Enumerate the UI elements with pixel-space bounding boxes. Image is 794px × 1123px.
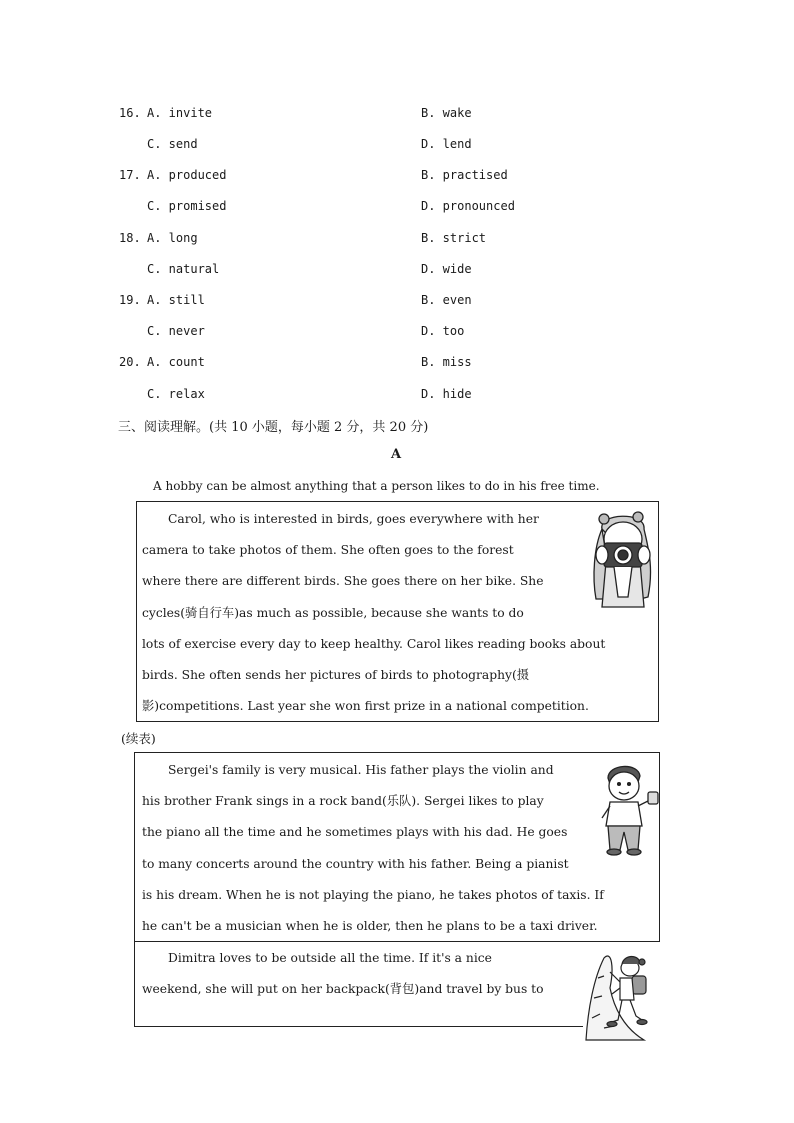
passage-letter: A <box>391 447 402 462</box>
option-a: A. count <box>147 355 205 369</box>
option-c: C. send <box>147 137 198 151</box>
text-line: birds. She often sends her pictures of birds to photography(摄 <box>142 667 530 682</box>
question-number: 19. <box>119 293 141 307</box>
option-d: D. hide <box>421 387 472 401</box>
text-line: weekend, she will put on her backpack(背包)and travel by bus to <box>142 982 544 997</box>
option-b: B. miss <box>421 355 472 369</box>
question-number: 18. <box>119 231 141 245</box>
sergei-paragraph <box>142 755 604 942</box>
dimitra-box-bottom-border <box>134 1026 583 1027</box>
text-line: is his dream. When he is not playing the piano, he takes photos of taxis. If <box>142 887 604 902</box>
option-b: B. practised <box>421 168 508 182</box>
option-a: A. long <box>147 231 198 245</box>
option-d: D. lend <box>421 137 472 151</box>
option-c: C. never <box>147 324 205 338</box>
section-title: 三、阅读理解。(共 10 小题，每小题 2 分，共 20 分) <box>118 420 429 435</box>
option-c: C. relax <box>147 387 205 401</box>
question-number: 20. <box>119 355 141 369</box>
text-line: he can't be a musician when he is older, then he plans to be a taxi driver. <box>142 918 598 933</box>
text-line: the piano all the time and he sometimes plays with his dad. He goes <box>142 825 568 840</box>
dimitra-box-top-border <box>134 941 660 942</box>
text-line: camera to take photos of them. She often goes to the forest <box>142 543 514 558</box>
text-line: Dimitra loves to be outside all the time. If it's a nice <box>168 951 492 965</box>
text-line: cycles(骑自行车)as much as possible, because she wants to do <box>142 605 524 620</box>
continued-label: (续表) <box>121 731 156 746</box>
option-d: D. too <box>421 324 465 338</box>
boy-with-toy-illustration <box>598 762 660 856</box>
option-c: C. natural <box>147 262 220 276</box>
text-line: where there are different birds. She goes there on her bike. She <box>142 574 544 589</box>
option-d: D. wide <box>421 262 472 276</box>
option-a: A. produced <box>147 168 227 182</box>
text-line: Sergei's family is very musical. His father plays the violin and <box>168 763 554 777</box>
girl-climbing-illustration <box>584 948 662 1042</box>
text-line: to many concerts around the country with his father. Being a pianist <box>142 856 569 871</box>
option-a: A. invite <box>147 106 213 120</box>
option-c: C. promised <box>147 199 227 213</box>
dimitra-box-left-border <box>134 941 135 1027</box>
option-d: D. pronounced <box>421 199 515 213</box>
text-line: Carol, who is interested in birds, goes everywhere with her <box>168 512 539 526</box>
question-number: 17. <box>119 168 141 182</box>
option-a: A. still <box>147 293 205 307</box>
carol-paragraph <box>142 504 605 722</box>
text-line: his brother Frank sings in a rock band(乐队). Sergei likes to play <box>142 794 544 809</box>
option-b: B. even <box>421 293 472 307</box>
dimitra-paragraph <box>142 943 544 1005</box>
option-b: B. strict <box>421 231 487 245</box>
option-b: B. wake <box>421 106 472 120</box>
text-line: 影)competitions. Last year she won first prize in a national competition. <box>142 699 589 714</box>
text-line: lots of exercise every day to keep healthy. Carol likes reading books about <box>142 636 606 651</box>
girl-with-camera-illustration <box>588 507 658 609</box>
question-number: 16. <box>119 106 141 120</box>
passage-intro: A hobby can be almost anything that a person likes to do in his free time. <box>153 479 600 493</box>
